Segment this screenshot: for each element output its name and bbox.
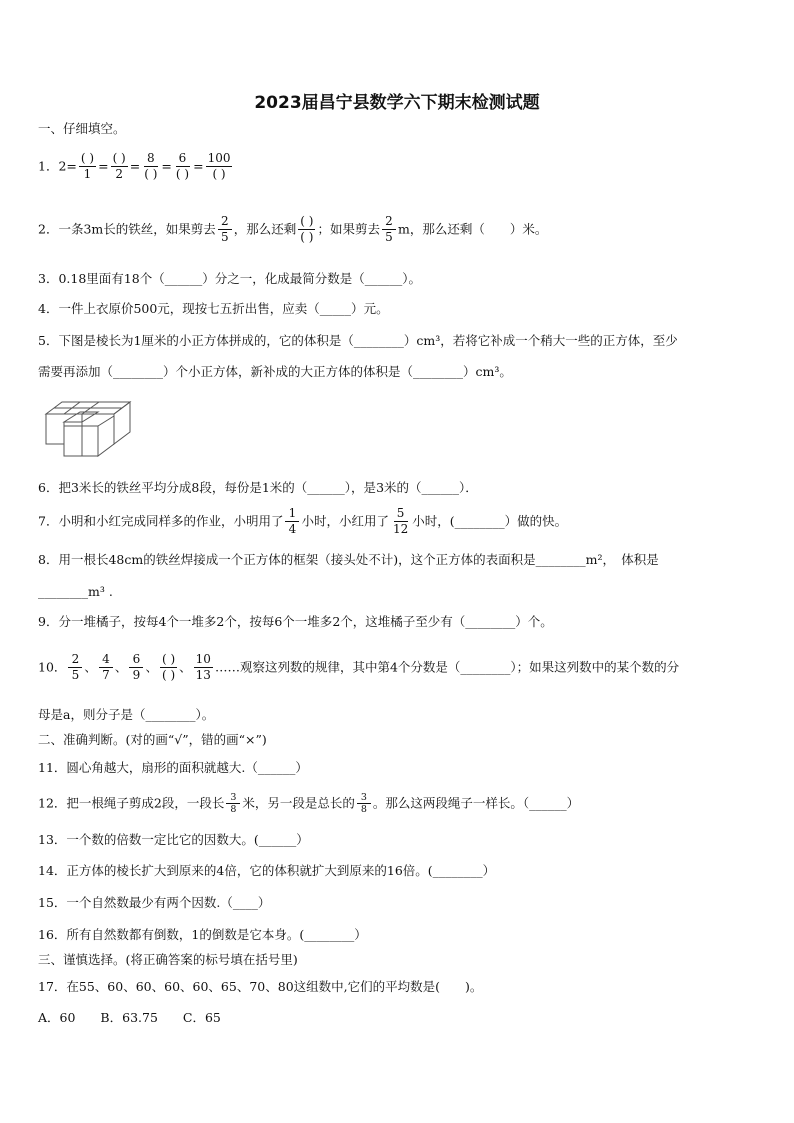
q12-fraction-1: $\frac{3}{8}$ xyxy=(226,792,240,815)
q1-fraction-5: $\frac{100}{( )}$ xyxy=(207,151,231,181)
question-1: 1．2= $\frac{( )}{1}$ = $\frac{( )}{2}$ = $\frac{8}{( )}$ = $\frac{6}{( )}$ = $\frac{100}{( )}$ xyxy=(38,151,231,181)
q2-fraction-1: $\frac{2}{5}$ xyxy=(218,214,232,245)
question-3: 3．0.18里面有18个（______）分之一，化成最简分数是（______）。 xyxy=(38,271,421,286)
q10-fraction-1: $\frac{2}{5}$ xyxy=(68,652,82,683)
question-8-line-2: ________m³ . xyxy=(38,584,113,599)
question-17: 17．在55、60、60、60、60、65、70、80这组数中,它们的平均数是( )。 xyxy=(38,979,483,994)
question-15: 15．一个自然数最少有两个因数.（____） xyxy=(38,895,271,910)
section-1-heading: 一、仔细填空。 xyxy=(38,121,126,136)
q1-fraction-3: $\frac{8}{( )}$ xyxy=(144,151,158,181)
q10-fraction-2: $\frac{4}{7}$ xyxy=(99,652,113,683)
section-3-heading: 三、谨慎选择。(将正确答案的标号填在括号里) xyxy=(38,952,298,967)
q12-fraction-2: $\frac{3}{8}$ xyxy=(357,792,371,815)
q10-fraction-3: $\frac{6}{9}$ xyxy=(129,652,143,683)
q1-fraction-1: $\frac{( )}{1}$ xyxy=(80,151,95,181)
question-10: 10． $\frac{2}{5}$ 、 $\frac{4}{7}$ 、 $\frac{6}{9}$ 、 $\frac{( )}{( )}$ 、 $\frac{10}{13}$ ……观察这列数的规律，其中第4个分数是（________）；如果这列数中的某个数的分 xyxy=(38,652,680,682)
question-6: 6．把3米长的铁丝平均分成8段，每份是1米的（______），是3米的（______）． xyxy=(38,480,478,495)
q1-fraction-2: $\frac{( )}{2}$ xyxy=(112,151,126,181)
section-2-heading: 二、准确判断。(对的画“√”，错的画“×”) xyxy=(38,732,267,747)
question-14: 14．正方体的棱长扩大到原来的4倍，它的体积就扩大到原来的16倍。(________） xyxy=(38,863,496,878)
question-17-options: A．60 B．63.75 C．65 xyxy=(38,1010,221,1025)
question-9: 9．分一堆橘子，按每4个一堆多2个，按每6个一堆多2个，这堆橘子至少有（________）个。 xyxy=(38,614,553,629)
cube-stack-figure xyxy=(42,398,134,462)
question-10-line-2: 母是a，则分子是（________）。 xyxy=(38,707,215,722)
page-title: 2023届昌宁县数学六下期末检测试题 xyxy=(254,93,540,113)
q2-fraction-blank: $\frac{( )}{( )}$ xyxy=(300,214,314,244)
question-4: 4．一件上衣原价500元，现按七五折出售，应卖（_____）元。 xyxy=(38,301,389,316)
question-7: 7．小明和小红完成同样多的作业，小明用了 $\frac{1}{4}$ 小时，小红用了 $\frac{5}{12}$ 小时，(________）做的快。 xyxy=(38,506,568,536)
q7-fraction-1: $\frac{1}{4}$ xyxy=(285,506,299,537)
q10-fraction-blank: $\frac{( )}{( )}$ xyxy=(161,652,176,682)
question-12: 12．把一根绳子剪成2段，一段长 $\frac{3}{8}$ 米，另一段是总长的 $\frac{3}{8}$ 。那么这两段绳子一样长。（______） xyxy=(38,792,580,815)
question-5-line-2: 需要再添加（________）个小正方体，新补成的大正方体的体积是（________）cm³。 xyxy=(38,364,512,379)
question-16: 16．所有自然数都有倒数，1的倒数是它本身。(________） xyxy=(38,927,367,942)
question-2: 2．一条3m长的铁丝，如果剪去 $\frac{2}{5}$ ，那么还剩 $\frac{( )}{( )}$ ；如果剪去 $\frac{2}{5}$ m，那么还剩（ ）米。 xyxy=(38,214,548,244)
q1-fraction-4: $\frac{6}{( )}$ xyxy=(175,151,190,181)
question-11: 11．圆心角越大，扇形的面积就越大.（______） xyxy=(38,760,308,775)
q1-lead: 1．2= xyxy=(38,158,77,174)
q7-fraction-2: $\frac{5}{12}$ xyxy=(392,506,409,536)
question-5-line-1: 5．下图是棱长为1厘米的小正方体拼成的，它的体积是（________）cm³，若将它补成一个稍大一些的正方体，至少 xyxy=(38,333,678,348)
question-13: 13．一个数的倍数一定比它的因数大。(______） xyxy=(38,832,309,847)
question-8-line-1: 8．用一根长48cm的铁丝焊接成一个正方体的框架（接头处不计)，这个正方体的表面积是________m²， 体积是 xyxy=(38,552,659,567)
q2-fraction-2: $\frac{2}{5}$ xyxy=(382,214,396,245)
q10-fraction-5: $\frac{10}{13}$ xyxy=(195,652,211,682)
